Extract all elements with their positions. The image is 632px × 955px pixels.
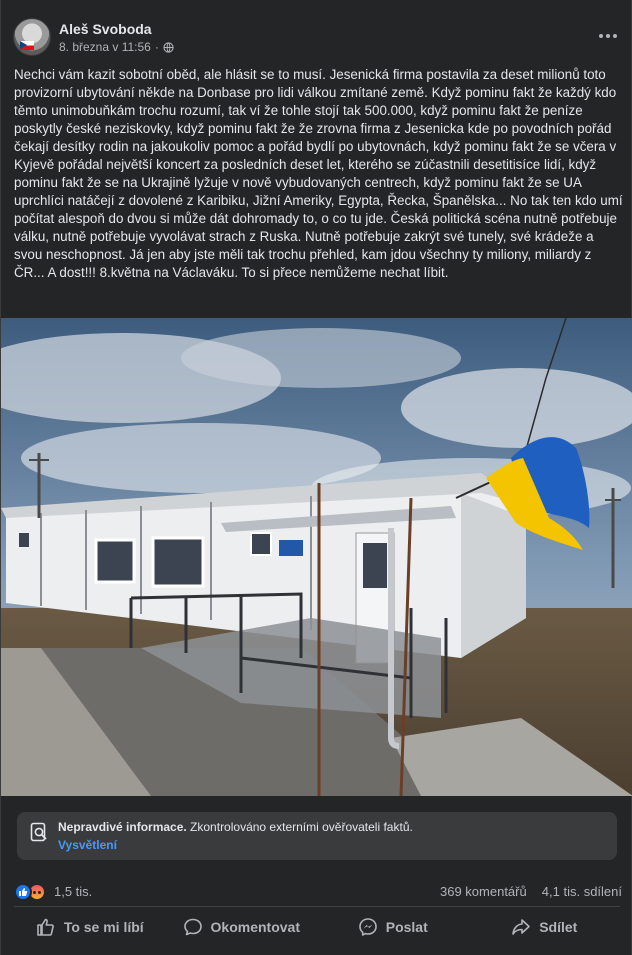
post-text: Nechci vám kazit sobotní oběd, ale hlásit se to musí. Jesenická firma postavila za deset milionů toto provizorní ubytování někde na Donbase pro lidi válkou zmítané země. Když pominu fakt že každý kdo těmto unimobuňkám trochu rozumí, tak ví že tohle stojí tak 500.000, když pominu fakt že peníze poskytly české neziskovky, když pominu fakt že že zrovna firma z Jesenicka kde po povodních pořád čekají desítky rodin na jakoukoliv pomoc a pořád bydlí po ubytovnách, když pominu fakt že se včera v Kyjevě pořádal největší koncert za posledních deset let, kterého se zúčastnili desetitisíce lidí, když pominu fakt že se na Ukrajině lyžuje v nově vybudovaných centrech, když pominu fakt že se UA uprchlíci natáčejí z dovolené z Karibiku, Jižní Ameriky, Egypta, Řecka, Španělska... No tak ten kdo umí počítat alespoň do dvou si může dát dohromady to, o co tu jde. Česká politická scéna nutně potřebuje válku, nutně potřebuje vyvolávat strach z Ruska. Nutně potřebuje zakrýt své tunely, své krádeže a svou neschopnost. Já jen aby jste měli tak trochu přehled, kam jdou všechny ty miliony, miliardy z ČR... A dost!!! 8.května na Václaváku. To si přece nemůžeme nechat líbit. <box>14 67 623 280</box>
globe-icon <box>163 42 174 53</box>
send-button[interactable] <box>317 910 469 944</box>
send-button-label: Poslat <box>385 919 428 935</box>
post-header <box>13 16 619 58</box>
more-options-icon[interactable] <box>597 26 619 46</box>
reaction-icons[interactable] <box>14 883 50 901</box>
post-meta <box>59 40 174 54</box>
comment-icon <box>183 917 203 937</box>
reaction-count[interactable]: 1,5 tis. <box>54 884 93 899</box>
share-icon <box>511 917 531 937</box>
meta-separator: · <box>154 40 159 54</box>
post-timestamp[interactable]: 8. března v 11:56 <box>59 40 151 54</box>
fact-check-description: Zkontrolováno externími ověřovateli faktů. <box>186 820 413 834</box>
thumbs-up-icon <box>36 917 56 937</box>
comment-count[interactable]: 369 komentářů <box>440 884 527 899</box>
messenger-icon <box>358 917 378 937</box>
like-button[interactable] <box>14 910 166 944</box>
czech-flag-badge <box>20 41 34 50</box>
comment-button-label: Okomentovat <box>210 919 300 935</box>
fact-check-explanation-link[interactable]: Vysvětlení <box>58 838 117 852</box>
share-button-label: Sdílet <box>539 919 578 935</box>
author-avatar[interactable] <box>13 18 51 56</box>
like-button-label: To se mi líbí <box>63 919 144 935</box>
post-actions <box>14 910 620 944</box>
fact-check-box <box>17 812 617 860</box>
comment-button[interactable] <box>166 910 318 944</box>
fact-check-verdict: Nepravdivé informace. <box>58 820 187 834</box>
fact-check-title <box>58 820 413 834</box>
share-button[interactable] <box>469 910 621 944</box>
photo-container-building-ukraine-flag <box>1 318 632 796</box>
post-photo[interactable] <box>1 318 632 796</box>
actions-divider <box>14 906 620 907</box>
share-count[interactable]: 4,1 tis. sdílení <box>541 884 622 899</box>
author-name[interactable]: Aleš Svoboda <box>59 21 152 37</box>
like-reaction-icon <box>14 883 32 901</box>
fact-check-icon <box>29 822 49 842</box>
reactions-row <box>14 882 622 902</box>
